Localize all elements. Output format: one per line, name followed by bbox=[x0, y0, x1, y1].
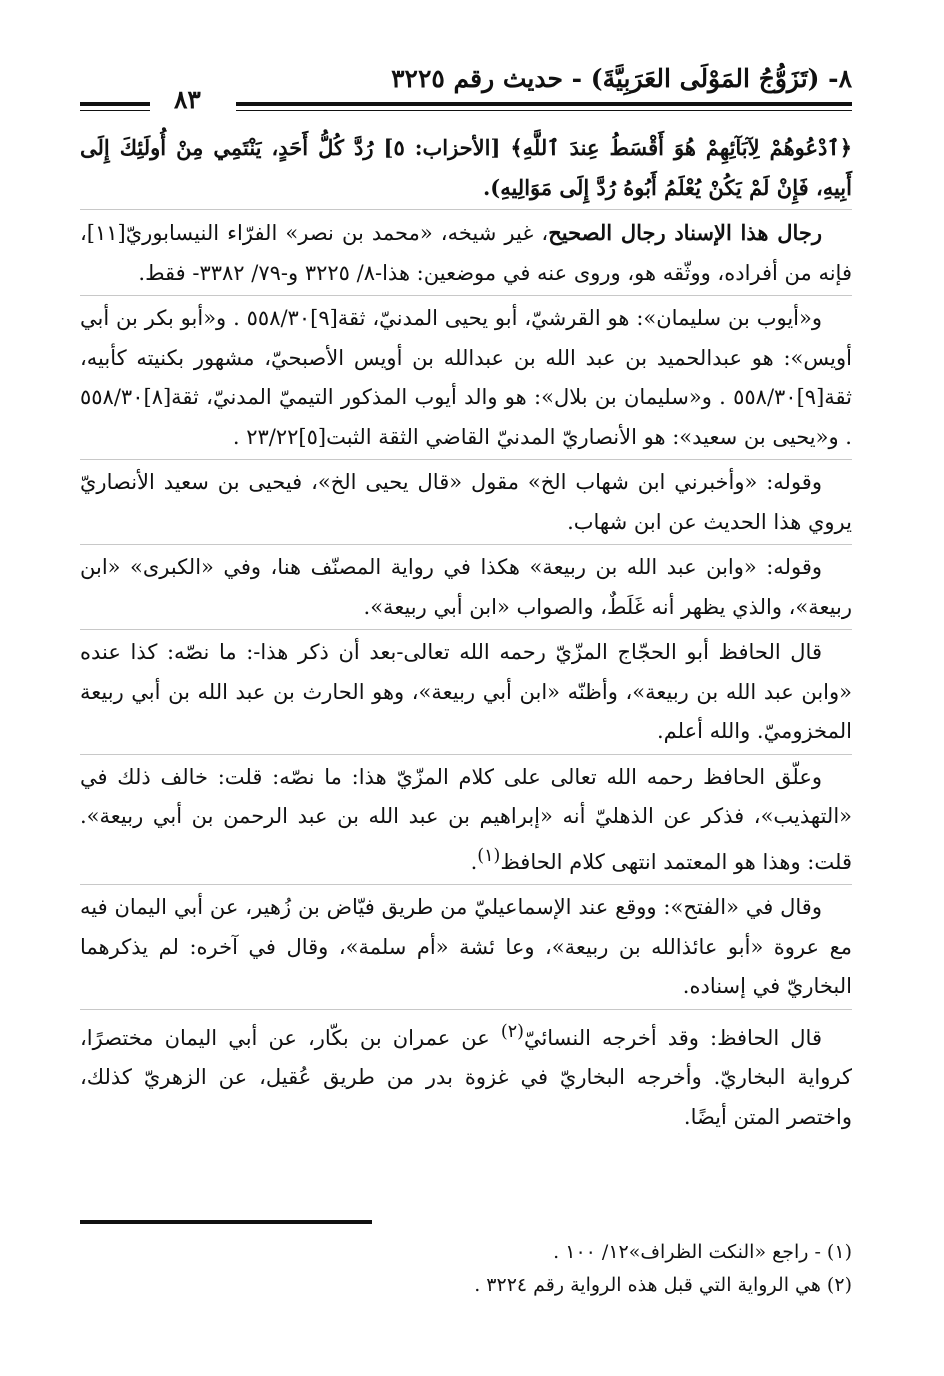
narrator-details-paragraph bbox=[80, 299, 852, 457]
paragraph-separator bbox=[80, 295, 852, 297]
paragraph-separator bbox=[80, 209, 852, 211]
paragraph-lead: رجال هذا الإسناد رجال الصحيح bbox=[548, 220, 822, 245]
main-text bbox=[80, 128, 852, 1137]
paragraph-tail: عن عمران بن بكّار، عن أبي اليمان مختصرًا، كرواية البخاريّ. وأخرجه البخاريّ في غزوة بدر من طريق عُقيل، عن الزهريّ كذلك، واختصر المتن أيضًا. bbox=[80, 1025, 852, 1129]
paragraph-text: وقال في «الفتح»: ووقع عند الإسماعيليّ من طريق فيّاض بن زُهير، عن أبي اليمان فيه مع عروة «أبو عائذالله بن ربيعة»، وعا ئشة «أم سلمة»، وقال في آخره: لم يذكرهما البخاريّ في إسناده. bbox=[80, 895, 852, 998]
paragraph-text: قال الحافظ: وقد أخرجه النسائيّ bbox=[523, 1025, 822, 1050]
quran-quote-paragraph bbox=[80, 128, 852, 207]
paragraph-tail: . bbox=[470, 849, 478, 874]
commentary-paragraph bbox=[80, 758, 852, 883]
paragraph-separator bbox=[80, 459, 852, 461]
paragraph-separator bbox=[80, 544, 852, 546]
commentary-paragraph bbox=[80, 463, 852, 542]
running-title: ٨- (تَزَوُّجُ المَوْلَى العَرَبِيَّةَ) - حديث رقم ٣٢٢٥ bbox=[391, 64, 852, 93]
paragraph-separator bbox=[80, 884, 852, 886]
narrators-paragraph bbox=[80, 213, 852, 293]
paragraph-text: ﴿ٱدْعُوهُمْ لِآبَآئِهِمْ هُوَ أَقْسَطُ عِندَ ٱللَّهِ﴾ [الأحزاب: ٥] رُدَّ كُلُّ أَحَدٍ، يَنْتَمِي مِنْ أُولَئِكَ إِلَى أَبِيهِ، فَإِنْ لَمْ يَكُنْ يُعْلَمُ أَبُوهُ رُدَّ إِلَى مَوَالِيهِ). bbox=[80, 135, 853, 200]
footnote-marker[interactable]: (١) bbox=[477, 845, 501, 866]
paragraph-text: وقوله: «وابن عبد الله بن ربيعة» هكذا في رواية المصنّف هنا، وفي «الكبرى» «ابن ربيعة»، والذي يظهر أنه غَلَطٌ، والصواب «ابن أبي ربيعة». bbox=[80, 555, 852, 619]
paragraph-text: وقوله: «وأخبرني ابن شهاب الخ» مقول «قال يحيى الخ»، فيحيى بن سعيد الأنصاريّ يروي هذا الحديث عن ابن شهاب. bbox=[80, 470, 852, 534]
book-page bbox=[80, 58, 852, 1358]
commentary-paragraph bbox=[80, 888, 852, 1007]
paragraph-text: و«أيوب بن سليمان»: هو القرشيّ، أبو يحيى المدنيّ، ثقة[٩]٥٥٨/٣٠ . و«أبو بكر بن أبي أويس»: هو عبدالحميد بن عبد الله بن عبدالله بن أويس الأصبحيّ، مشهور بكنيته كأبيه، ثقة[٩]٥٥٨/٣٠ . و«سليمان بن بلال»: هو والد أيوب المذكور التيميّ المدنيّ، ثقة[٨]٥٥٨/٣٠ . و«يحيى بن سعيد»: هو الأنصاريّ المدنيّ القاضي الثقة الثبت[٥]٢٣/٢٢ . bbox=[80, 306, 852, 449]
commentary-paragraph bbox=[80, 548, 852, 627]
paragraph-separator bbox=[80, 754, 852, 756]
commentary-paragraph bbox=[80, 633, 852, 752]
footnote-rule bbox=[80, 1220, 372, 1224]
paragraph-separator bbox=[80, 629, 852, 631]
paragraph-text: قال الحافظ أبو الحجّاج المزّيّ رحمه الله تعالى-بعد أن ذكر هذا-: ما نصّه: كذا عنده «وابن عبد الله بن ربيعة»، وأظنّه «ابن أبي ربيعة»، وهو الحارث بن عبد الله بن أبي ربيعة المخزوميّ. والله أعلم. bbox=[80, 640, 852, 743]
footnote-marker[interactable]: (٢) bbox=[500, 1021, 524, 1042]
footnote-item: (١) - راجع «النكت الظراف»١٢/ ١٠٠ . bbox=[553, 1241, 852, 1263]
paragraph-separator bbox=[80, 1009, 852, 1011]
page-number: ٨٣ bbox=[174, 85, 201, 114]
footnotes bbox=[80, 1236, 852, 1302]
commentary-paragraph bbox=[80, 1013, 852, 1138]
paragraph-text: وعلّق الحافظ رحمه الله تعالى على كلام المزّيّ هذا: ما نصّه: قلت: خالف ذلك في «التهذيب»، فذكر عن الذهليّ أنه «إبراهيم بن عبد الله بن عبد الرحمن بن أبي ربيعة». قلت: وهذا هو المعتمد انتهى كلام الحافظ bbox=[80, 764, 852, 874]
footnote-item: (٢) هي الرواية التي قبل هذه الرواية رقم ٣٢٢٤ . bbox=[474, 1274, 852, 1296]
paragraph-text: ، غير شيخه، «محمد بن نصر» الفرّاء النيسابوريّ[١١]، فإنه من أفراده، ووثّقه هو، وروى عنه في موضعين: هذا-٨/ ٣٢٢٥ و-٧٩/ ٣٣٨٢- فقط. bbox=[80, 221, 852, 285]
